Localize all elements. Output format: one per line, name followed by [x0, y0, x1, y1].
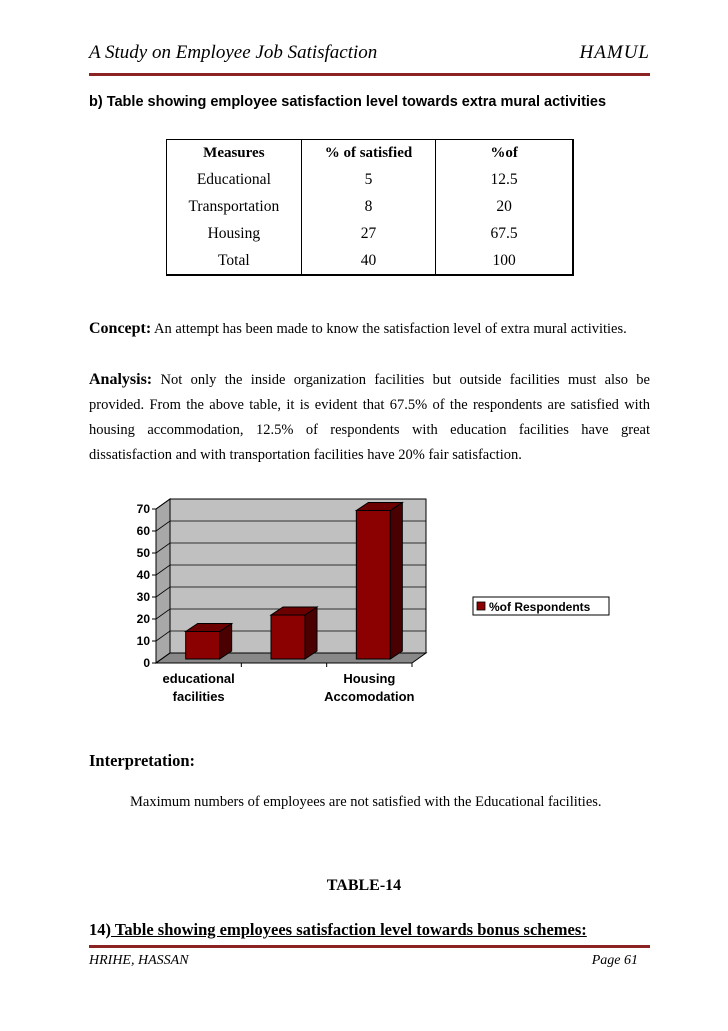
table-header-cell: Measures [167, 140, 302, 167]
table-row-total [167, 248, 574, 275]
analysis-paragraph [89, 367, 650, 468]
table-header-row [167, 140, 574, 167]
table-header-cell: %of [436, 140, 573, 167]
x-tick-label: Housing [343, 671, 396, 686]
section14-heading [89, 920, 587, 940]
legend-swatch [477, 602, 485, 610]
section-title: b) Table showing employee satisfaction level towards extra mural activities [89, 94, 607, 110]
analysis-text: Not only the inside organization facilities but outside facilities must also be provided. From the above table, it is evident that 67.5% of the respondents are satisfied with housing accommodation, 12.5% of respondents with education facilities have great dissatisfaction and with transportation facilities have 20% fair satisfaction. [89, 372, 650, 463]
y-tick-label: 40 [136, 568, 150, 582]
analysis-label: Analysis: [89, 371, 153, 388]
table-row [167, 221, 574, 248]
bar-front [186, 632, 220, 660]
footer-page-number: Page 61 [591, 953, 638, 968]
table14-title: TABLE-14 [326, 877, 402, 894]
y-tick-label: 50 [136, 546, 150, 560]
table-cell: Housing [167, 221, 302, 248]
section14-number: 14) [89, 920, 111, 939]
footer-institution: HRIHE, HASSAN [89, 953, 189, 968]
table-row [167, 194, 574, 221]
table-cell: Total [167, 248, 302, 275]
y-tick-label: 0 [143, 656, 150, 670]
table-cell: 100 [436, 248, 573, 275]
y-tick-label: 10 [136, 634, 150, 648]
header-title: A Study on Employee Job Satisfaction [89, 42, 378, 63]
table-cell: Transportation [167, 194, 302, 221]
x-tick-label: facilities [172, 689, 225, 704]
chart-side-wall [156, 499, 170, 663]
interpretation-text: Maximum numbers of employees are not satisfied with the Educational facilities. [130, 794, 602, 810]
bar-side [305, 607, 317, 659]
bar-front [271, 615, 305, 659]
table-cell: Educational [167, 167, 302, 194]
table-cell: 40 [301, 248, 435, 275]
bar-side [390, 503, 402, 660]
y-tick-label: 20 [136, 612, 150, 626]
footer-divider [89, 945, 650, 948]
table-header-cell: % of satisfied [301, 140, 435, 167]
legend-label: %of Respondents [489, 600, 591, 614]
section14-text: Table showing employees satisfaction level towards bonus schemes: [111, 920, 587, 939]
table-cell: 5 [301, 167, 435, 194]
header-company: HAMUL [579, 42, 650, 63]
table-cell: 8 [301, 194, 435, 221]
concept-paragraph [89, 320, 650, 338]
table-cell: 27 [301, 221, 435, 248]
header-divider [89, 73, 650, 76]
table-cell: 67.5 [436, 221, 573, 248]
x-tick-label: Accomodation [324, 689, 415, 704]
y-tick-label: 70 [136, 502, 150, 516]
bar-front [356, 511, 390, 660]
table-row [167, 167, 574, 194]
page-header [89, 42, 650, 70]
interpretation-title: Interpretation: [89, 751, 196, 770]
bar-chart [120, 495, 620, 720]
concept-label: Concept: [89, 320, 152, 337]
table-cell: 12.5 [436, 167, 573, 194]
x-tick-label: educational [162, 671, 235, 686]
satisfaction-table [166, 139, 574, 276]
table-cell: 20 [436, 194, 573, 221]
y-tick-label: 60 [136, 524, 150, 538]
y-tick-label: 30 [136, 590, 150, 604]
concept-text: An attempt has been made to know the satisfaction level of extra mural activities. [154, 321, 627, 337]
